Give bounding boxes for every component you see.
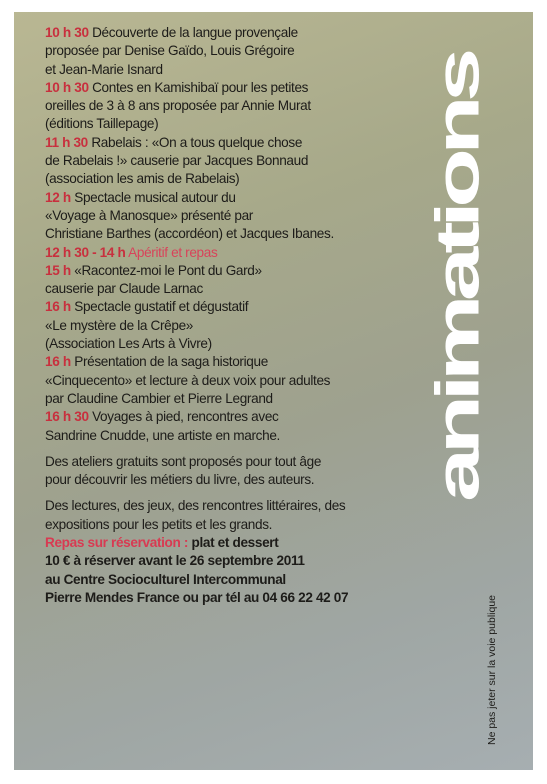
schedule-entry <box>45 353 415 408</box>
schedule-entry <box>45 79 415 134</box>
schedule-line <box>45 353 415 371</box>
schedule-time: 11 h 30 <box>45 134 88 150</box>
schedule-line <box>45 298 415 316</box>
schedule-line <box>45 427 415 445</box>
schedule-entry <box>45 189 415 244</box>
schedule-line <box>45 42 415 60</box>
schedule-line <box>45 207 415 225</box>
schedule-time: 16 h <box>45 299 71 315</box>
schedule-line <box>45 152 415 170</box>
animations-title: animations <box>423 54 492 502</box>
program-text <box>45 24 415 607</box>
reservation-menu: plat et dessert <box>188 535 279 551</box>
schedule-line <box>45 335 415 353</box>
schedule-time: 16 h <box>45 354 71 370</box>
schedule-entry <box>45 134 415 189</box>
schedule-line <box>45 115 415 133</box>
schedule-entry <box>45 298 415 353</box>
schedule-time: 10 h 30 <box>45 25 89 40</box>
schedule-text: et Jean-Marie Isnard <box>45 61 163 77</box>
schedule-line <box>45 189 415 207</box>
schedule-text: (éditions Taillepage) <box>45 116 159 132</box>
schedule-text: causerie par Claude Larnac <box>45 281 203 297</box>
schedule-line <box>45 225 415 243</box>
schedule-text: Sandrine Cnudde, une artiste en marche. <box>45 427 280 443</box>
schedule-text: Apéritif et repas <box>128 244 218 260</box>
workshops-line: pour découvrir les métiers du livre, des auteurs. <box>45 472 315 488</box>
schedule-entry <box>45 408 415 445</box>
reservation-detail: 10 € à réserver avant le 26 septembre 2011 <box>45 553 305 569</box>
schedule-line <box>45 408 415 426</box>
reservation-line <box>45 534 415 552</box>
schedule-text: «Le mystère de la Crêpe» <box>45 317 194 333</box>
reservation-label: Repas sur réservation : <box>45 535 189 551</box>
schedule-text: «Racontez-moi le Pont du Gard» <box>74 262 262 278</box>
workshops-line: Des ateliers gratuits sont proposés pour tout âge <box>45 453 322 469</box>
workshops-paragraph <box>45 453 415 490</box>
schedule-text: Présentation de la saga historique <box>74 354 268 370</box>
flyer-card <box>14 12 533 770</box>
schedule-list <box>45 24 415 445</box>
schedule-text: Spectacle musical autour du <box>74 189 236 205</box>
schedule-entry <box>45 24 415 79</box>
side-note: Ne pas jeter sur la voie publique <box>486 594 498 745</box>
activities-line: expositions pour les petits et les grands. <box>45 516 273 532</box>
schedule-text: «Voyage à Manosque» présenté par <box>45 207 253 223</box>
schedule-text: Découverte de la langue provençale <box>92 25 298 40</box>
activities-paragraph <box>45 497 415 607</box>
schedule-text: Contes en Kamishibaï pour les petites <box>92 79 309 95</box>
schedule-text: (association les amis de Rabelais) <box>45 171 240 187</box>
schedule-entry <box>45 262 415 299</box>
schedule-line <box>45 372 415 390</box>
schedule-entry <box>45 244 415 262</box>
reservation-detail: au Centre Socioculturel Intercommunal <box>45 571 286 587</box>
schedule-time: 10 h 30 <box>45 79 89 95</box>
schedule-text: Rabelais : «On a tous quelque chose <box>91 134 303 150</box>
schedule-text: de Rabelais !» causerie par Jacques Bonnaud <box>45 153 309 169</box>
schedule-text: Spectacle gustatif et dégustatif <box>74 299 249 315</box>
schedule-text: oreilles de 3 à 8 ans proposée par Annie Murat <box>45 98 311 114</box>
schedule-line <box>45 97 415 115</box>
schedule-text: Voyages à pied, rencontres avec <box>92 409 279 425</box>
schedule-line <box>45 244 415 262</box>
schedule-text: (Association Les Arts à Vivre) <box>45 336 212 352</box>
schedule-line <box>45 390 415 408</box>
schedule-text: proposée par Denise Gaïdo, Louis Grégoire <box>45 43 295 59</box>
schedule-line <box>45 79 415 97</box>
schedule-time: 15 h <box>45 262 71 278</box>
schedule-line <box>45 170 415 188</box>
schedule-text: «Cinquecento» et lecture à deux voix pour adultes <box>45 372 331 388</box>
schedule-text: Christiane Barthes (accordéon) et Jacques Ibanes. <box>45 226 334 242</box>
reservation-detail: Pierre Mendes France ou par tél au 04 66 22 42 07 <box>45 589 349 605</box>
schedule-line <box>45 24 415 42</box>
activities-line: Des lectures, des jeux, des rencontres littéraires, des <box>45 498 346 514</box>
schedule-line <box>45 280 415 298</box>
schedule-line <box>45 317 415 335</box>
schedule-time: 12 h 30 - 14 h <box>45 244 126 260</box>
schedule-text: par Claudine Cambier et Pierre Legrand <box>45 390 273 406</box>
schedule-time: 16 h 30 <box>45 409 89 425</box>
schedule-line <box>45 134 415 152</box>
schedule-line <box>45 61 415 79</box>
schedule-time: 12 h <box>45 189 71 205</box>
schedule-line <box>45 262 415 280</box>
